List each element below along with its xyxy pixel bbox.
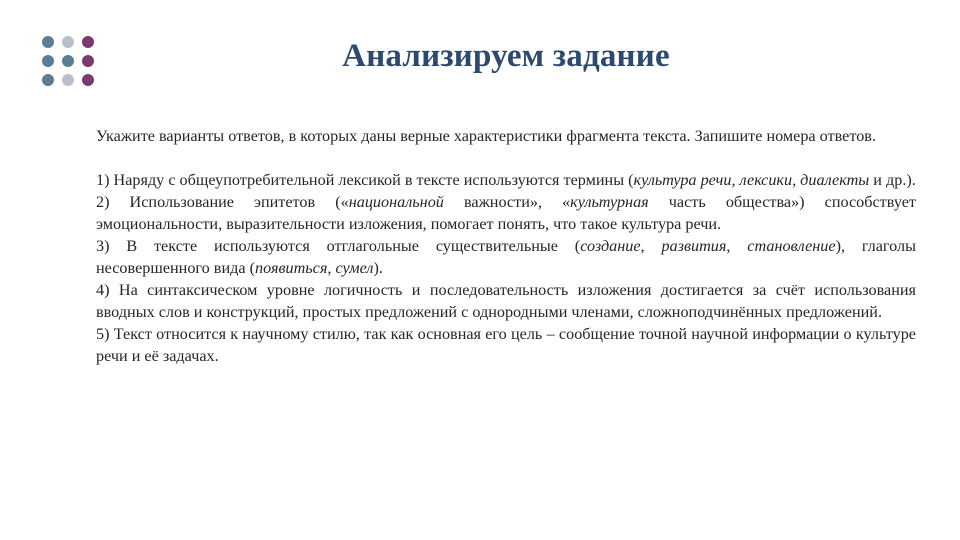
option-text: часть общества») способствует эмоциональности, выразительности изложения, помогает понять, что такое культура речи.: [96, 193, 916, 233]
answer-option-2: [96, 191, 916, 235]
answer-option-4: [96, 279, 916, 323]
option-text: 5) Текст относится к научному стилю, так как основная его цель – сообщение точной научной информации о культуре речи и её задачах.: [96, 325, 916, 365]
option-text: 2) Использование эпитетов («: [96, 193, 349, 211]
decor-dot: [82, 74, 94, 86]
option-text: ).: [373, 259, 383, 277]
option-italic-text: культура речи, лексики, диалекты: [633, 171, 870, 189]
option-italic-text: создание, развития, становление: [580, 237, 836, 255]
option-text: 1) Наряду с общеупотребительной лексикой в тексте используются термины (: [96, 171, 634, 189]
option-italic-text: культурная: [570, 193, 649, 211]
option-italic-text: национальной: [348, 193, 444, 211]
task-text: [96, 125, 916, 367]
answer-option-1: [96, 169, 916, 191]
option-text: важности», «: [443, 193, 571, 211]
slide-title: Анализируем задание: [342, 38, 670, 74]
task-instruction: Укажите варианты ответов, в которых даны верные характеристики фрагмента текста. Запишите номера ответов.: [96, 127, 876, 145]
option-text: ), глаголы несовершенного вида (: [96, 237, 917, 277]
answer-option-5: [96, 323, 916, 367]
answer-option-3: [96, 235, 916, 279]
option-text: 4) На синтаксическом уровне логичность и последовательность изложения достигается за счёт использования вводных слов и конструкций, простых предложений с однородными членами, сложноподчинённых предложений.: [96, 281, 916, 321]
decor-dot: [62, 74, 74, 86]
decor-dot: [42, 74, 54, 86]
option-text: и др.).: [869, 171, 916, 189]
option-italic-text: появиться, сумел: [254, 259, 374, 277]
option-text: 3) В тексте используются отглагольные существительные (: [96, 237, 581, 255]
